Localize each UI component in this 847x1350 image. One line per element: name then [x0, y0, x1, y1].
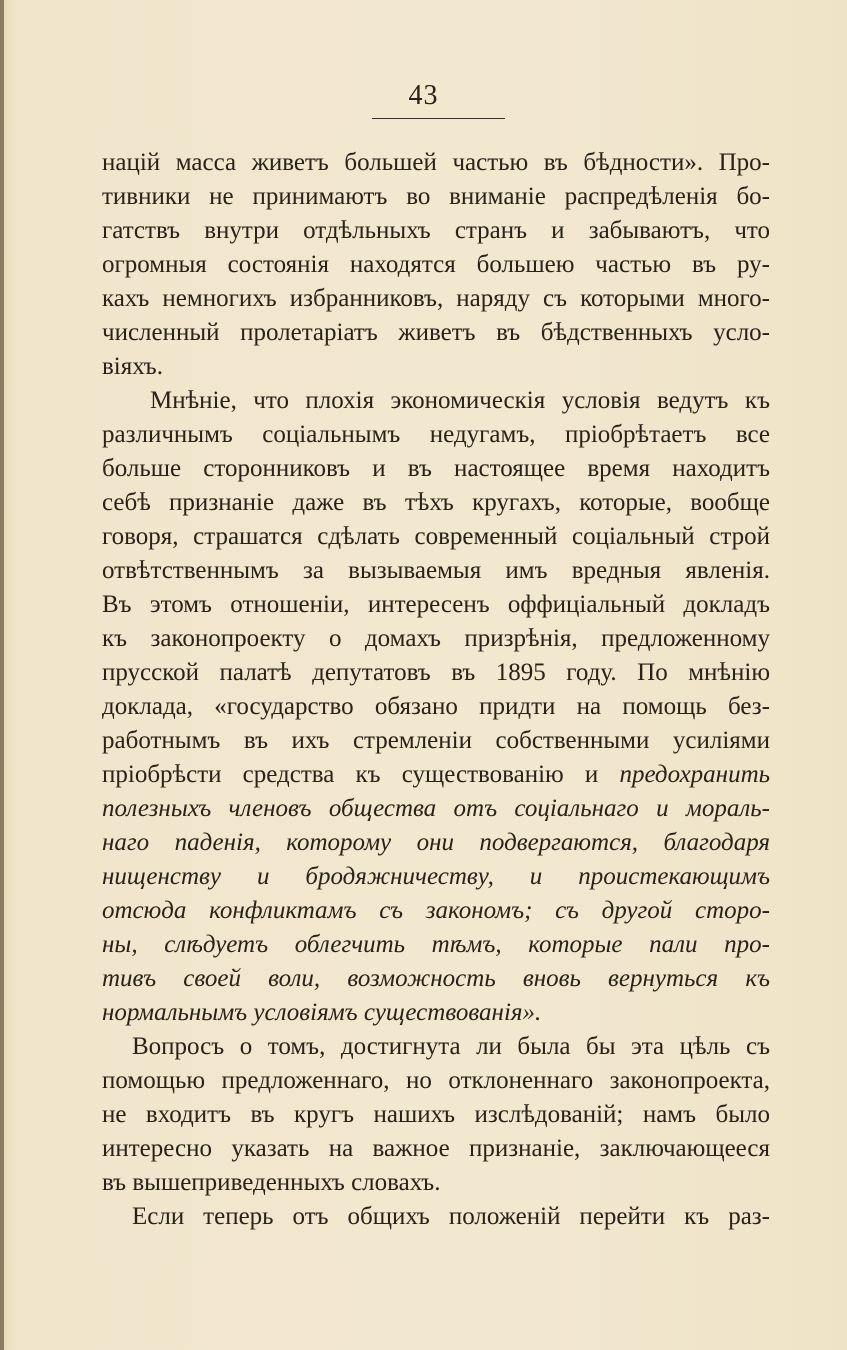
- text-line-mixed: [102, 758, 770, 792]
- text-line: гатствъ внутри отдѣльныхъ странъ и забываютъ, что: [102, 217, 770, 244]
- text-line: отвѣтственнымъ за вызываемыя имъ вредныя явленія.: [102, 557, 770, 584]
- italic-line: нищенству и бродяжничеству, и проистекающимъ: [102, 863, 770, 890]
- paragraph-start: Вопросъ о томъ, достигнута ли была бы эта цѣль съ: [132, 1033, 770, 1060]
- text-line: различнымъ соціальнымъ недугамъ, пріобрѣтаетъ все: [102, 421, 770, 448]
- text-line: численный пролетаріатъ живетъ въ бѣдственныхъ усло-: [102, 319, 770, 346]
- text-line: огромныя состоянія находятся большею частью въ ру-: [102, 251, 770, 278]
- text-line: націй масса живетъ большей частью въ бѣдности». Про-: [102, 149, 770, 176]
- italic-line: наго паденія, которому они подвергаются, благодаря: [102, 829, 770, 856]
- text-line: Въ этомъ отношеніи, интересенъ оффиціальный докладъ: [102, 591, 770, 618]
- italic-line: отсюда конфликтамъ съ закономъ; съ другой сторо-: [102, 897, 770, 924]
- text-segment: пріобрѣсти средства къ существованію и: [102, 761, 599, 788]
- page-edge: [0, 0, 4, 1350]
- text-line: работнымъ въ ихъ стремленіи собственными усиліями: [102, 727, 770, 754]
- italic-line: нормальнымъ условіямъ существованія».: [102, 999, 542, 1026]
- italic-segment: предохранить: [619, 761, 771, 788]
- paragraph-start: Если теперь отъ общихъ положеній перейти къ раз-: [132, 1203, 770, 1230]
- text-line: віяхъ.: [102, 353, 163, 380]
- text-line: кахъ немногихъ избранниковъ, наряду съ которыми много-: [102, 285, 770, 312]
- text-line: больше сторонниковъ и въ настоящее время находитъ: [102, 455, 770, 482]
- header-rule: [372, 118, 505, 119]
- text-line: не входитъ въ кругъ нашихъ изслѣдованій; намъ было: [102, 1101, 770, 1128]
- italic-line: полезныхъ членовъ общества отъ соціальнаго и мораль-: [102, 795, 770, 822]
- text-line: помощью предложеннаго, но отклоненнаго законопроекта,: [102, 1067, 770, 1094]
- text-line: къ законопроекту о домахъ призрѣнія, предложенному: [102, 625, 770, 652]
- text-line: тивники не принимаютъ во вниманіе распредѣленія бо-: [102, 183, 770, 210]
- text-line: доклада, «государство обязано придти на помощь без-: [102, 693, 770, 720]
- text-line: прусской палатѣ депутатовъ въ 1895 году. По мнѣнію: [102, 659, 770, 686]
- body-text: [102, 146, 770, 1234]
- text-line: въ вышеприведенныхъ словахъ.: [102, 1169, 441, 1196]
- page-number: 43: [408, 80, 439, 111]
- italic-line: ны, слѣдуетъ облегчить тѣмъ, которые пали про-: [102, 931, 770, 958]
- italic-line: тивъ своей воли, возможность вновь вернуться къ: [102, 965, 770, 992]
- text-line: интересно указать на важное признаніе, заключающееся: [102, 1135, 770, 1162]
- text-line: говоря, страшатся сдѣлать современный соціальный строй: [102, 523, 770, 550]
- paragraph-start: Мнѣніе, что плохія экономическія условія ведутъ къ: [150, 387, 770, 414]
- text-line: себѣ признаніе даже въ тѣхъ кругахъ, которые, вообще: [102, 489, 770, 516]
